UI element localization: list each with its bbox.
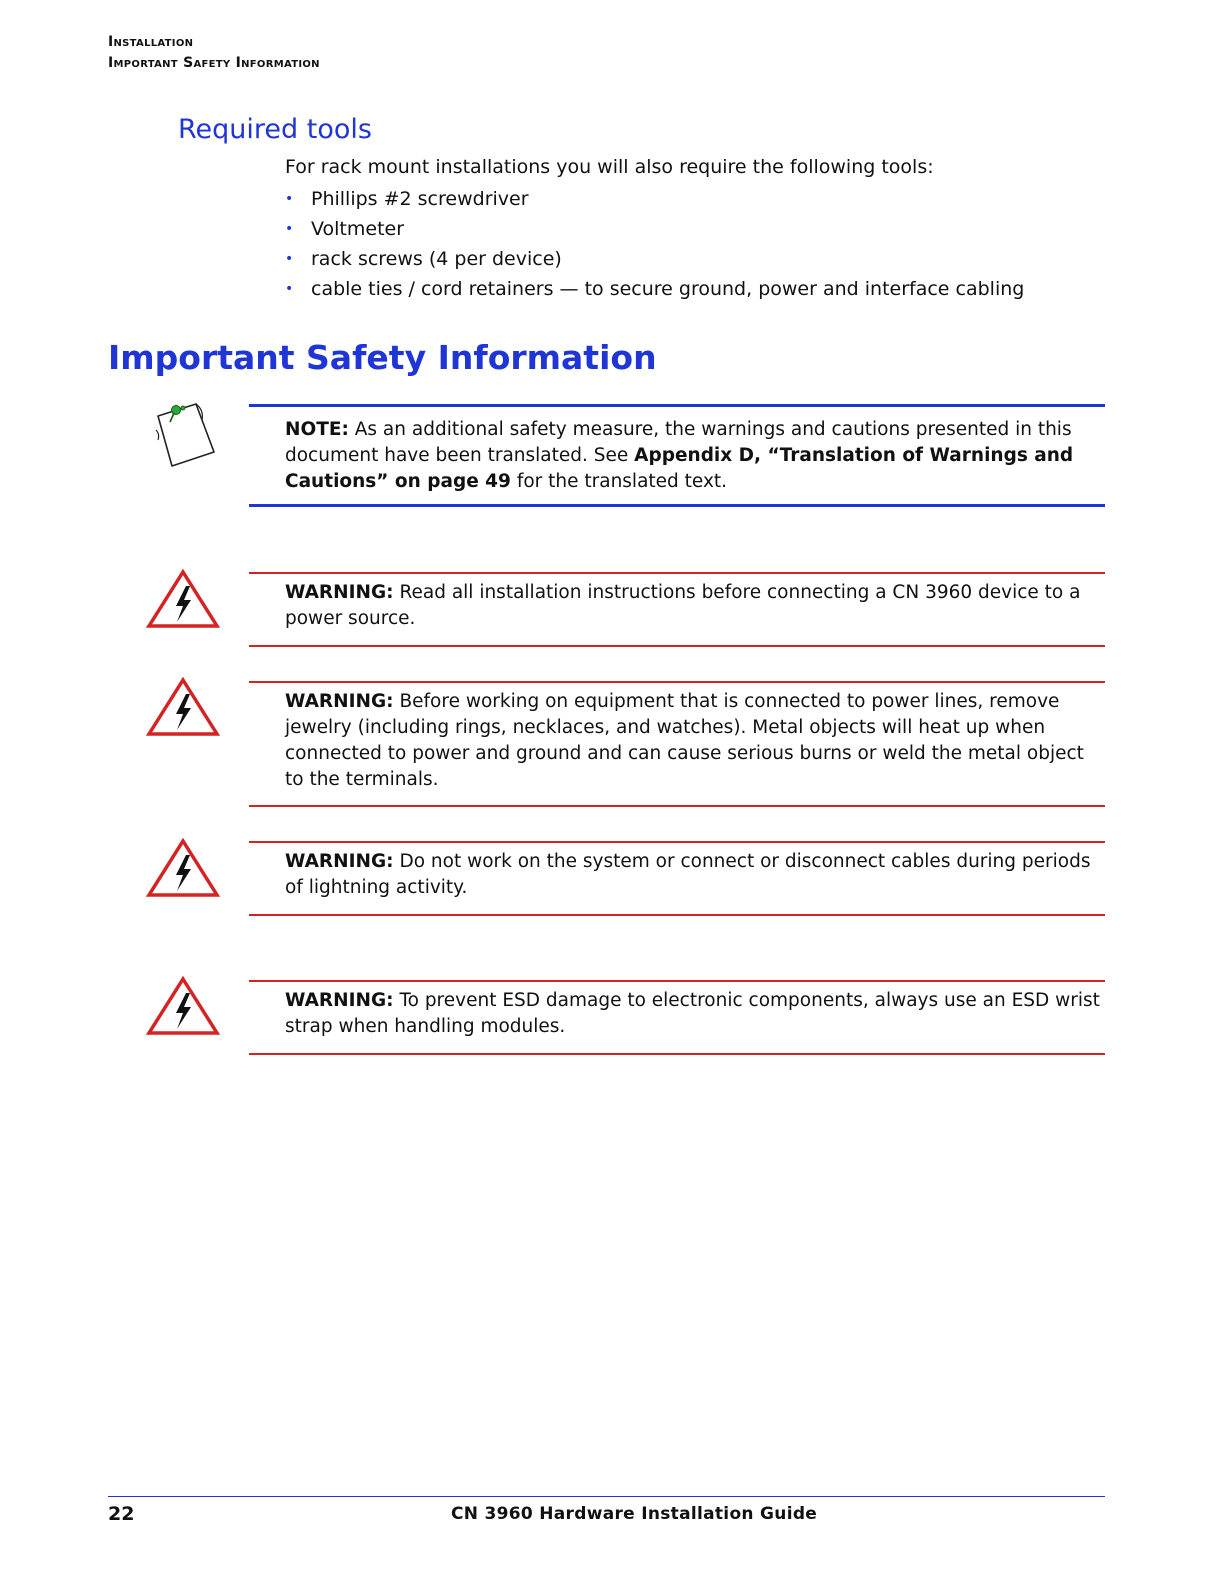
bullet-icon: • [285,221,294,237]
warning-lightning-icon [146,677,220,737]
warning-label: WARNING: [285,582,394,603]
warning-text [285,580,1105,632]
warning-lightning-icon [146,569,220,629]
list-item [285,276,1024,306]
warning-box [249,980,1105,1055]
header-chapter: Installation [108,34,194,50]
tool-text: cable ties / cord retainers — to secure ground, power and interface cabling [311,278,1025,300]
note-text [285,417,1075,495]
safety-heading: Important Safety Information [108,338,657,377]
required-tools-heading: Required tools [178,114,372,145]
list-item [285,186,1024,216]
tool-text: Phillips #2 screwdriver [311,188,529,210]
warning-label: WARNING: [285,851,394,872]
header-section: Important Safety Information [108,55,320,71]
required-tools-intro: For rack mount installations you will also require the following tools: [285,156,934,178]
warning-lightning-icon [146,838,220,898]
tool-text: rack screws (4 per device) [311,248,562,270]
tool-text: Voltmeter [311,218,405,240]
note-body-end: for the translated text. [510,471,728,492]
page-number: 22 [108,1503,135,1525]
bullet-icon: • [285,191,294,207]
running-header [108,32,320,74]
warning-box [249,681,1105,807]
warning-text [285,849,1105,901]
footer-rule [108,1496,1105,1497]
bullet-icon: • [285,251,294,267]
warning-body: Do not work on the system or connect or disconnect cables during periods of lightning activity. [285,851,1091,898]
warning-text [285,689,1105,793]
tools-list [285,186,1024,306]
appendix-link[interactable]: Appendix D, “Translation of Warnings and Cautions” on page 49 [285,445,1074,492]
warning-body: Read all installation instructions before connecting a CN 3960 device to a power source. [285,582,1081,629]
note-box [249,404,1105,507]
warning-text [285,988,1105,1040]
list-item [285,216,1024,246]
warning-lightning-icon [146,976,220,1036]
note-label: NOTE: [285,419,349,440]
footer-doc-title: CN 3960 Hardware Installation Guide [451,1504,818,1524]
warning-body: To prevent ESD damage to electronic components, always use an ESD wrist strap when handling modules. [285,990,1100,1037]
note-pad-icon [152,400,218,470]
warning-box [249,572,1105,647]
warning-label: WARNING: [285,691,394,712]
note-body-start: As an additional safety measure, the warnings and cautions presented in this document have been translated. See [285,419,1072,466]
warning-body: Before working on equipment that is connected to power lines, remove jewelry (including rings, necklaces, and watches). Metal objects will heat up when connected to power and ground and can cause serious burns or weld the metal object to the terminals. [285,691,1084,790]
warning-box [249,841,1105,916]
bullet-icon: • [285,281,294,297]
warning-label: WARNING: [285,990,394,1011]
list-item [285,246,1024,276]
